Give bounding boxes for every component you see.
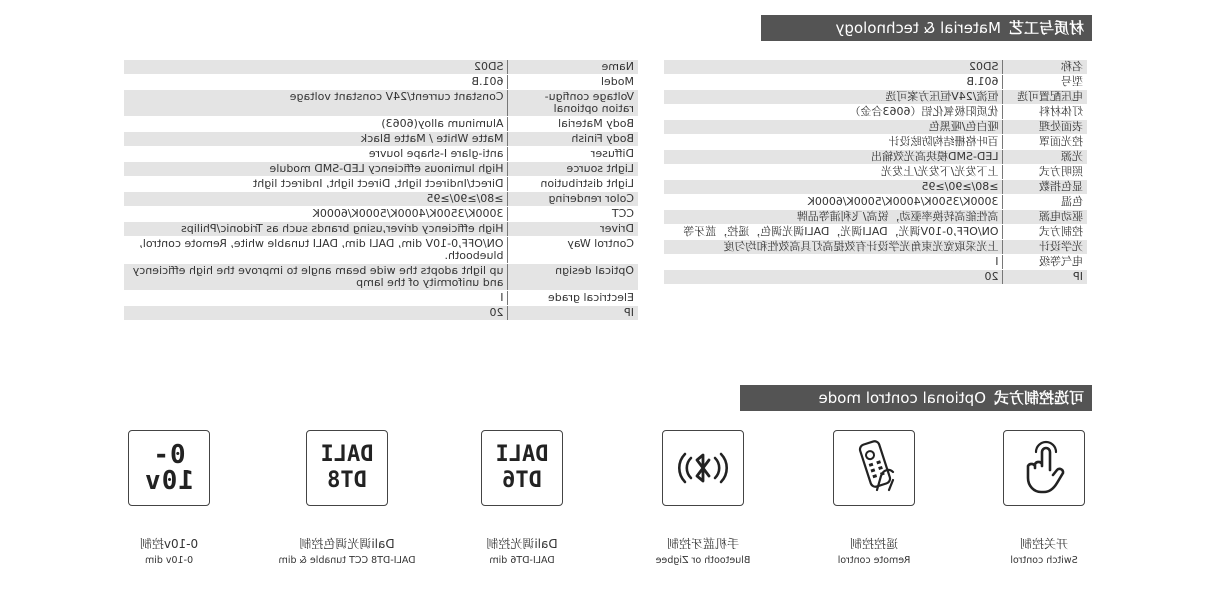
zero-ten-volt-box bbox=[128, 430, 210, 506]
spec-en-value: up light adopts the wide beam angle to improve the high efficiency and uniformity of the lamp bbox=[124, 264, 508, 291]
spec-en-value: 3000K/3500K/4000K/5000K/6000K bbox=[124, 207, 508, 222]
spec-cn-label: 名称 bbox=[1003, 60, 1087, 75]
spec-en-row bbox=[124, 264, 638, 291]
material-title-cn: 材质与工艺 bbox=[1008, 19, 1084, 37]
spec-cn-label: 驱动电源 bbox=[1003, 210, 1087, 225]
dali-dt6-line1: DALI bbox=[495, 442, 549, 467]
spec-cn-value: 20 bbox=[664, 270, 1003, 285]
spec-en-value: ≥80/≥90/≥95 bbox=[124, 192, 508, 207]
control-title-cn: 可选控制方式 bbox=[993, 389, 1084, 407]
spec-en-label: Diffuser bbox=[508, 147, 638, 162]
spec-cn-value: 601.B bbox=[664, 75, 1003, 90]
spec-en-label: Light distribution bbox=[508, 177, 638, 192]
spec-cn-label: 表面处理 bbox=[1003, 120, 1087, 135]
spec-en-row bbox=[124, 222, 638, 237]
spec-en-row bbox=[124, 60, 638, 75]
remote-control-label-en: Remote control bbox=[837, 555, 911, 566]
switch-control-label-en: Switch control bbox=[1010, 555, 1078, 566]
spec-table-en bbox=[124, 60, 638, 321]
spec-cn-value: ≥80/≥90/≥95 bbox=[664, 180, 1003, 195]
spec-cn-row bbox=[664, 120, 1087, 135]
spec-en-row bbox=[124, 90, 638, 117]
spec-en-label: Body Material bbox=[508, 117, 638, 132]
spec-cn-value: SD02 bbox=[664, 60, 1003, 75]
spec-cn-row bbox=[664, 90, 1087, 105]
spec-en-label: Driver bbox=[508, 222, 638, 237]
spec-en-row bbox=[124, 147, 638, 162]
spec-cn-label: 光源 bbox=[1003, 150, 1087, 165]
spec-cn-row bbox=[664, 270, 1087, 285]
spec-en-value: anti-glare I-shape louvre bbox=[124, 147, 508, 162]
spec-cn-row bbox=[664, 60, 1087, 75]
spec-en-label: Voltage configu-ration optional bbox=[508, 90, 638, 117]
spec-cn-value: 3000K/3500K/4000K/5000K/6000K bbox=[664, 195, 1003, 210]
spec-en-value: ON/OFF,0-10V dim, DALI dim, DALI tunable white, Remote control, bluebooth. bbox=[124, 237, 508, 264]
spec-en-row bbox=[124, 177, 638, 192]
dali-dt8-label-en: DALI-DT8 CCT tunable & dim bbox=[278, 555, 416, 566]
spec-en-row bbox=[124, 75, 638, 90]
spec-en-row bbox=[124, 192, 638, 207]
control-section-title bbox=[740, 385, 1092, 411]
spec-en-label: Optical design bbox=[508, 264, 638, 291]
spec-cn-row bbox=[664, 180, 1087, 195]
spec-cn-label: 控制方式 bbox=[1003, 225, 1087, 240]
spec-en-value: High efficiency driver,using brands such as Tridonic/Philips bbox=[124, 222, 508, 237]
dali-dt6-label-en: DALI-DT6 dim bbox=[489, 555, 555, 566]
dali-dt6-line2: DT6 bbox=[502, 468, 542, 493]
spec-cn-label: 控光面罩 bbox=[1003, 135, 1087, 150]
spec-cn-label: 照明方式 bbox=[1003, 165, 1087, 180]
spec-cn-row bbox=[664, 225, 1087, 240]
spec-en-row bbox=[124, 306, 638, 321]
spec-en-value: High luminous efficiency LED-SMD module bbox=[124, 162, 508, 177]
spec-cn-value: 百叶格栅结构防眩设计 bbox=[664, 135, 1003, 150]
0-10v-icon: 0-10v bbox=[144, 440, 194, 496]
spec-cn-row bbox=[664, 105, 1087, 120]
control-title-en: Optional control mode bbox=[818, 389, 986, 407]
hand-touch-icon bbox=[1018, 440, 1070, 496]
spec-en-label: Light source bbox=[508, 162, 638, 177]
dali-dt8-icon bbox=[321, 442, 374, 494]
spec-en-value: Direct/Indirect light, Direct light, Indirect light bbox=[124, 177, 508, 192]
spec-cn-label: 电气等级 bbox=[1003, 255, 1087, 270]
remote-control-icon bbox=[849, 438, 899, 498]
spec-cn-label: 型号 bbox=[1003, 75, 1087, 90]
spec-en-row bbox=[124, 237, 638, 264]
spec-cn-row bbox=[664, 150, 1087, 165]
spec-en-value: Matte White / Matte Black bbox=[124, 132, 508, 147]
spec-cn-label: IP bbox=[1003, 270, 1087, 285]
spec-en-row bbox=[124, 117, 638, 132]
spec-cn-row bbox=[664, 75, 1087, 90]
spec-en-value: SD02 bbox=[124, 60, 508, 75]
spec-en-label: IP bbox=[508, 306, 638, 321]
spec-cn-row bbox=[664, 195, 1087, 210]
spec-cn-row bbox=[664, 210, 1087, 225]
spec-en-row bbox=[124, 291, 638, 306]
spec-cn-label: 色温 bbox=[1003, 195, 1087, 210]
spec-en-row bbox=[124, 162, 638, 177]
bluetooth-control-box bbox=[662, 430, 744, 506]
spec-cn-row bbox=[664, 240, 1087, 255]
dali-dt6-label-cn: Dali调光控制 bbox=[486, 537, 558, 551]
bluetooth-label-en: Bluetooth or Zigbee bbox=[655, 555, 751, 566]
material-section-title bbox=[761, 15, 1092, 41]
spec-cn-label: 灯体材料 bbox=[1003, 105, 1087, 120]
zero-ten-volt-label-cn: 0-10v控制 bbox=[139, 537, 199, 551]
spec-en-value: 20 bbox=[124, 306, 508, 321]
spec-en-row bbox=[124, 132, 638, 147]
dali-dt8-label-cn: Dali调光调色控制 bbox=[299, 537, 395, 551]
spec-en-label: CCT bbox=[508, 207, 638, 222]
spec-cn-row bbox=[664, 255, 1087, 270]
spec-en-value: Aluminum alloy(6063) bbox=[124, 117, 508, 132]
spec-en-label: Control Way bbox=[508, 237, 638, 264]
spec-en-label: Electrical grade bbox=[508, 291, 638, 306]
spec-en-label: Color rendering bbox=[508, 192, 638, 207]
spec-en-value: Constant current/24V constant voltage bbox=[124, 90, 508, 117]
spec-cn-label: 光学设计 bbox=[1003, 240, 1087, 255]
spec-cn-row bbox=[664, 165, 1087, 180]
dali-dt8-line1: DALI bbox=[320, 442, 374, 467]
spec-cn-value: 优质阳极氧化铝（6063合金） bbox=[664, 105, 1003, 120]
spec-cn-value: LED-SMD模块高光效输出 bbox=[664, 150, 1003, 165]
remote-control-label-cn: 遥控控制 bbox=[850, 537, 899, 551]
spec-en-label: Name bbox=[508, 60, 638, 75]
material-title-en: Material & technology bbox=[835, 19, 1001, 37]
spec-cn-label: 显色指数 bbox=[1003, 180, 1087, 195]
spec-cn-row bbox=[664, 135, 1087, 150]
spec-table-cn bbox=[664, 60, 1087, 285]
spec-cn-value: 上下发光/下发光/上发光 bbox=[664, 165, 1003, 180]
switch-control-label-cn: 开关控制 bbox=[1020, 537, 1069, 551]
spec-cn-value: 高性能高转换率驱动，锐高/飞利浦等品牌 bbox=[664, 210, 1003, 225]
dali-dt6-box bbox=[481, 430, 563, 506]
spec-en-label: Model bbox=[508, 75, 638, 90]
spec-cn-value: 恒流/24V恒压方案可选 bbox=[664, 90, 1003, 105]
spec-en-value: I bbox=[124, 291, 508, 306]
spec-cn-label: 电压配置可选 bbox=[1003, 90, 1087, 105]
bluetooth-label-cn: 手机蓝牙控制 bbox=[667, 537, 740, 551]
dali-dt8-line2: DT8 bbox=[327, 468, 367, 493]
spec-en-value: 601.B bbox=[124, 75, 508, 90]
bluetooth-icon bbox=[671, 448, 735, 488]
dali-dt8-box bbox=[306, 430, 388, 506]
spec-cn-value: 哑白色/哑黑色 bbox=[664, 120, 1003, 135]
spec-en-row bbox=[124, 207, 638, 222]
remote-control-box bbox=[833, 430, 915, 506]
spec-cn-value: 上光采取宽光束角光学设计有效提高灯具高效性和均匀度 bbox=[664, 240, 1003, 255]
dali-dt6-icon bbox=[496, 442, 549, 494]
spec-en-label: Body Finish bbox=[508, 132, 638, 147]
spec-cn-value: I bbox=[664, 255, 1003, 270]
switch-control-box bbox=[1003, 430, 1085, 506]
spec-cn-value: ON/OFF,0-10V调光，DALI调光，DALI调光调色，遥控，蓝牙等 bbox=[664, 225, 1003, 240]
zero-ten-volt-label-en: 0-10v dim bbox=[144, 555, 194, 566]
